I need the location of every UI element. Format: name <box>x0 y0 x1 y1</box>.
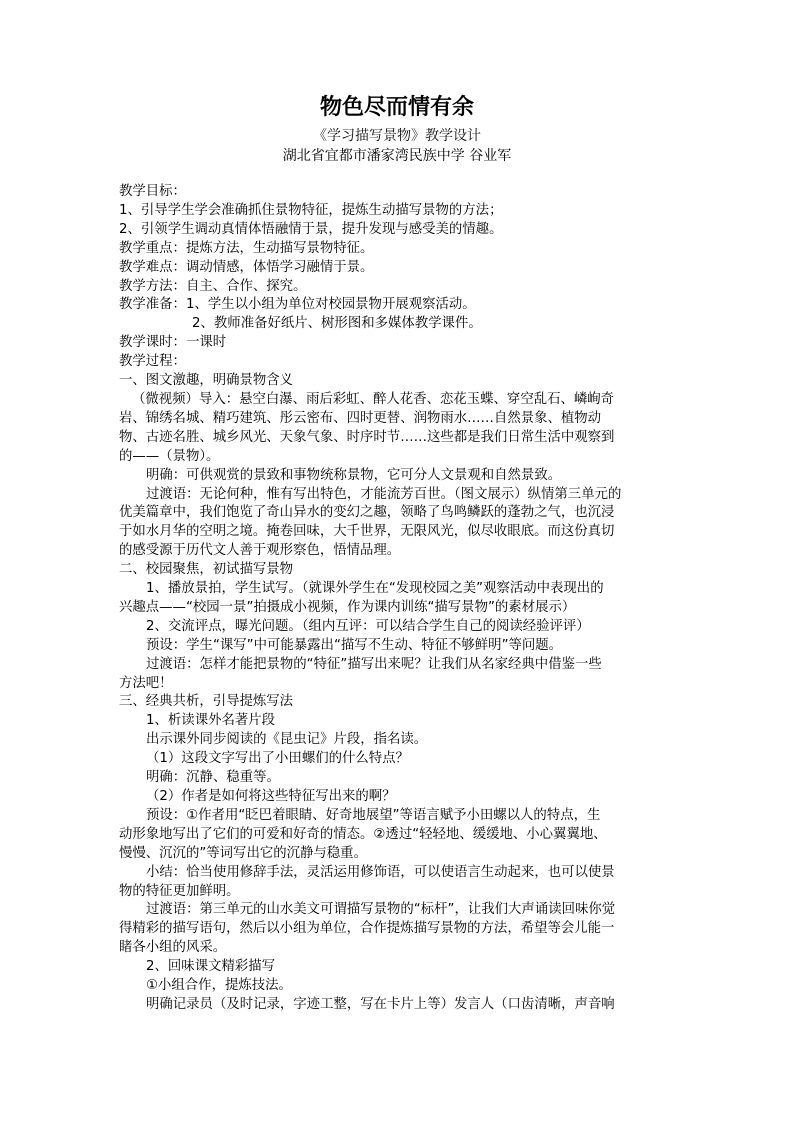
document-body <box>119 183 679 1015</box>
body-line: 动形象地写出了它们的可爱和好奇的情态。②透过“轻轻地、缓缓地、小心翼翼地、 <box>119 826 607 842</box>
body-line: 出示课外同步阅读的《昆虫记》片段，指名读。 <box>146 732 428 748</box>
body-line: 2、回味课文精彩描写 <box>146 959 276 975</box>
body-line: 预设：学生“课写”中可能暴露出“描写不生动、特征不够鲜明”等问题。 <box>146 637 563 653</box>
body-line: 1、播放景拍，学生试写。（就课外学生在“发现校园之美”观察活动中表现出的 <box>146 581 604 597</box>
body-line: 2、引领学生调动真情体悟融情于景，提升发现与感受美的情趣。 <box>119 221 503 237</box>
body-line: 教学课时：一课时 <box>119 335 227 351</box>
body-line: 教学过程： <box>119 354 186 370</box>
body-line: （2）作者是如何将这些特征写出来的啊？ <box>146 789 396 804</box>
body-line: 教学准备：1、学生以小组为单位对校园景物开展观察活动。 <box>119 297 476 313</box>
body-line: 得精彩的描写语句，然后以小组为单位，合作提炼描写景物的方法，希望等会儿能一 <box>119 921 615 937</box>
body-line: 慢慢、沉沉的”等词写出它的沉静与稳重。 <box>119 845 367 861</box>
section-heading: 一、图文激趣，明确景物含义 <box>119 373 294 389</box>
body-line: 于如水月华的空明之境。掩卷回味，大千世界，无限风光，似尽收眼底。而这份真切 <box>119 524 615 540</box>
body-line: 的感受源于历代文人善于观形察色，悟情品理。 <box>119 543 401 559</box>
body-line: 教学目标： <box>119 184 186 199</box>
body-line: 物、古迹名胜、城乡风光、天象气象、时序时节……这些都是我们日常生活中观察到 <box>119 429 615 445</box>
body-line: 小结：恰当使用修辞手法，灵活运用修饰语，可以使语言生动起来，也可以使景 <box>146 864 615 880</box>
body-line: 明确：沉静、稳重等。 <box>146 770 280 786</box>
body-line: 2、教师准备好纸片、树形图和多媒体教学课件。 <box>192 316 482 332</box>
body-line: 1、析读课外名著片段 <box>146 713 276 729</box>
body-line: 过渡语：第三单元的山水美文可谓描写景物的“标杆”，让我们大声诵读回味你觉 <box>146 902 616 918</box>
body-line: 2、交流评点，曝光问题。（组内互评：可以结合学生自己的阅读经验评评） <box>146 618 590 634</box>
body-line: 兴趣点——“校园一景”拍摄成小视频，作为课内训练“描写景物”的素材展示） <box>119 599 576 615</box>
body-line: 1、引导学生学会准确抓住景物特征，提炼生动描写景物的方法； <box>119 202 503 218</box>
document-subtitle: 《学习描写景物》教学设计 <box>313 128 481 144</box>
body-line: （1）这段文字写出了小田螺们的什么特点？ <box>146 751 409 767</box>
body-line: 优美篇章中，我们饱览了奇山异水的变幻之趣，领略了鸟鸣鳞跃的蓬勃之气，也沉浸 <box>119 505 615 521</box>
section-heading: 三、经典共析，引导提炼写法 <box>119 694 294 710</box>
body-line: 明确：可供观赏的景致和事物统称景物，它可分人文景观和自然景致。 <box>146 467 562 483</box>
body-line: 预设：①作者用“眨巴着眼睛、好奇地展望”等语言赋予小田螺以人的特点，生 <box>146 807 601 823</box>
body-line: 的——（景物）。 <box>119 448 220 464</box>
body-line: 过渡语：无论何种，惟有写出特色，才能流芳百世。（图文展示）纵情第三单元的 <box>146 486 622 502</box>
body-line: 方法吧！ <box>119 675 173 691</box>
body-line: 物的特征更加鲜明。 <box>119 883 240 899</box>
body-line: 教学难点：调动情感，体悟学习融情于景。 <box>119 259 374 275</box>
body-line: 教学重点：提炼方法，生动描写景物特征。 <box>119 240 374 256</box>
body-line: 教学方法：自主、合作、探究。 <box>119 278 307 294</box>
body-line: （微视频）导入：悬空白瀑、雨后彩虹、醉人花香、恋花玉蝶、穿空乱石、嶙峋奇 <box>132 391 615 407</box>
body-line: 岩、锦绣名城、精巧建筑、彤云密布、四时更替、润物雨水……自然景象、植物动 <box>119 410 602 426</box>
body-line: 睹各小组的风采。 <box>119 940 227 956</box>
section-heading: 二、校园聚焦，初试描写景物 <box>119 562 294 578</box>
document-title: 物色尽而情有余 <box>319 95 474 120</box>
document-author: 湖北省宜都市潘家湾民族中学 谷业军 <box>282 148 512 164</box>
body-line: 明确记录员（及时记录，字迹工整，写在卡片上等）发言人（口齿清晰，声音响 <box>146 996 615 1012</box>
body-line: ①小组合作，提炼技法。 <box>146 978 292 994</box>
body-line: 过渡语：怎样才能把景物的“特征”描写出来呢？让我们从名家经典中借鉴一些 <box>146 656 602 672</box>
